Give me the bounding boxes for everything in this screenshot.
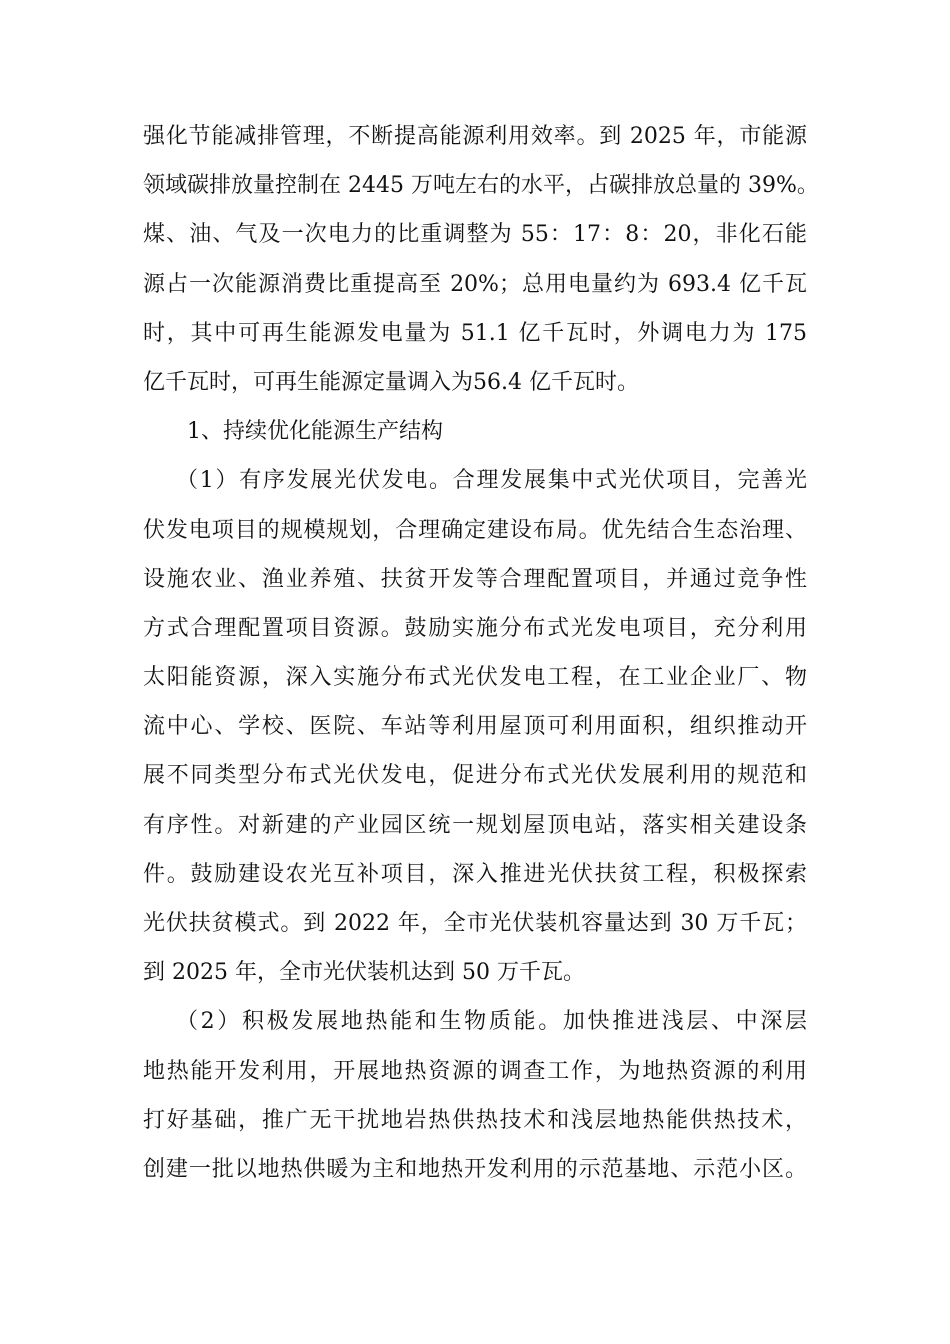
paragraph-line: 领域碳排放量控制在 2445 万吨左右的水平，占碳排放总量的 39%。 [143, 173, 819, 199]
subsection-first-line: （1）有序发展光伏发电。合理发展集中式光伏项目，完善光 [176, 468, 807, 494]
document-body [143, 112, 819, 1194]
paragraph-last-line: 到 2025 年，全市光伏装机达到 50 万千瓦。 [143, 960, 585, 986]
paragraph-line: 展不同类型分布式光伏发电，促进分布式光伏发展利用的规范和 [143, 763, 807, 789]
paragraph-line: 设施农业、渔业养殖、扶贫开发等合理配置项目，并通过竞争性 [143, 566, 807, 592]
paragraph-line: 煤、油、气及一次电力的比重调整为 55：17：8：20，非化石能 [143, 222, 807, 248]
paragraph-line: 有序性。对新建的产业园区统一规划屋顶电站，落实相关建设条 [143, 812, 807, 838]
paragraph-line: 方式合理配置项目资源。鼓励实施分布式光发电项目，充分利用 [143, 615, 807, 641]
paragraph-line: 流中心、学校、医院、车站等利用屋顶可利用面积，组织推动开 [143, 714, 807, 740]
paragraph-line: 件。鼓励建设农光互补项目，深入推进光伏扶贫工程，积极探索 [143, 861, 807, 887]
paragraph-line: 时，其中可再生能源发电量为 51.1 亿千瓦时，外调电力为 175 [143, 320, 807, 346]
paragraph-line: 光伏扶贫模式。到 2022 年，全市光伏装机容量达到 30 万千瓦； [143, 911, 807, 936]
paragraph-line: 地热能开发利用，开展地热资源的调查工作，为地热资源的利用 [143, 1058, 807, 1084]
paragraph-line: 太阳能资源，深入实施分布式光伏发电工程，在工业企业厂、物 [143, 665, 807, 691]
paragraph-line: 打好基础，推广无干扰地岩热供热技术和浅层地热能供热技术， [143, 1107, 807, 1133]
subsection-first-line: （2）积极发展地热能和生物质能。加快推进浅层、中深层 [176, 1009, 807, 1035]
paragraph-line: 伏发电项目的规模规划，合理确定建设布局。优先结合生态治理、 [143, 517, 807, 543]
section-heading: 1、持续优化能源生产结构 [187, 419, 443, 445]
paragraph-last-line: 亿千瓦时，可再生能源定量调入为56.4 亿千瓦时。 [143, 369, 639, 395]
paragraph-line: 强化节能减排管理，不断提高能源利用效率。到 2025 年，市能源 [143, 124, 807, 149]
paragraph-line: 创建一批以地热供暖为主和地热开发利用的示范基地、示范小区。 [143, 1156, 807, 1182]
paragraph-line: 源占一次能源消费比重提高至 20%；总用电量约为 693.4 亿千瓦 [143, 271, 807, 297]
